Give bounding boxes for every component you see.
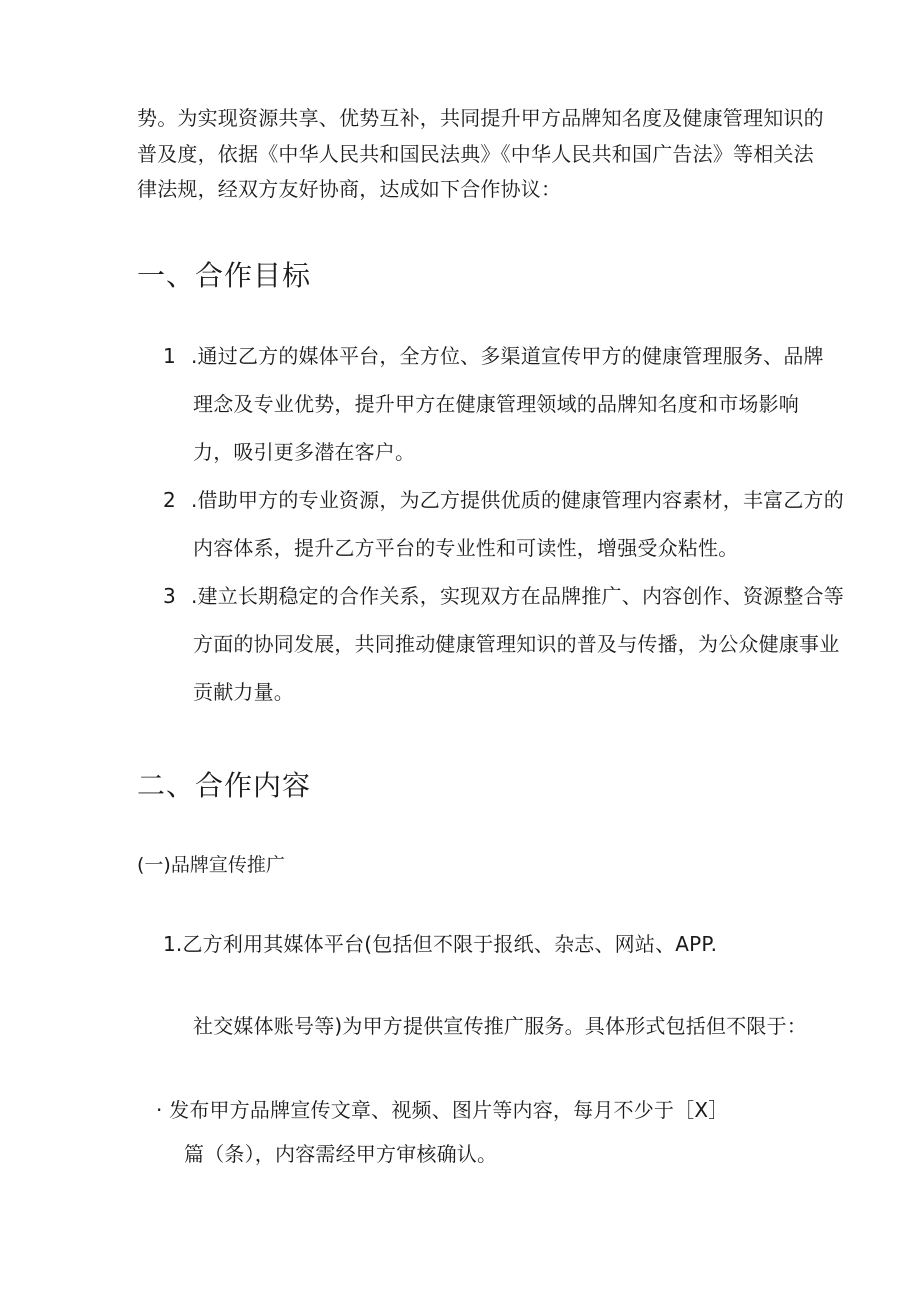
intro-line-3: 律法规，经双方友好协商，达成如下合作协议： [137,177,562,201]
goal-item-2-line-2: 内容体系，提升乙方平台的专业性和可读性，增强受众粘性。 [193,536,739,560]
goal-item-2-number: 2 [163,488,176,512]
goal-item-3-line-3: 贡献力量。 [193,680,294,704]
goal-item-1-line-2: 理念及专业优势，提升甲方在健康管理领域的品牌知名度和市场影响 [193,392,799,416]
section-1-heading: 一、合作目标 [137,259,312,292]
goal-item-1-line-3: 力，吸引更多潜在客户。 [193,440,416,464]
intro-line-1: 势。为实现资源共享、优势互补，共同提升甲方品牌知名度及健康管理知识的 [137,106,824,130]
section-2-heading: 二、合作内容 [137,769,312,802]
bullet-item-1-line-2: 篇（条），内容需经甲方审核确认。 [184,1142,498,1166]
goal-item-1-number: 1 [163,344,176,368]
goal-item-3-number: 3 [163,584,176,608]
content-item-1-line-1: 1.乙方利用其媒体平台(包括但不限于报纸、杂志、网站、APP. [163,932,718,956]
goal-item-2-line-1 [163,486,844,514]
intro-line-2: 普及度，依据《中华人民共和国民法典》《中华人民共和国广告法》等相关法 [137,142,814,166]
goal-item-2-text-1: .借助甲方的专业资源，为乙方提供优质的健康管理内容素材，丰富乙方的 [191,488,844,512]
goal-item-1-text-1: .通过乙方的媒体平台，全方位、多渠道宣传甲方的健康管理服务、品牌 [191,344,824,368]
content-item-1-line-2: 社交媒体账号等)为甲方提供宣传推广服务。具体形式包括但不限于： [193,1014,808,1038]
bullet-item-1-line-1: · 发布甲方品牌宣传文章、视频、图片等内容，每月不少于［X］ [156,1098,729,1122]
goal-item-1-line-1 [163,342,824,370]
subsection-title: (一)品牌宣传推广 [137,854,285,876]
goal-item-3-line-1 [163,582,844,610]
goal-item-3-line-2: 方面的协同发展，共同推动健康管理知识的普及与传播，为公众健康事业 [193,632,840,656]
goal-item-3-text-1: .建立长期稳定的合作关系，实现双方在品牌推广、内容创作、资源整合等 [191,584,844,608]
